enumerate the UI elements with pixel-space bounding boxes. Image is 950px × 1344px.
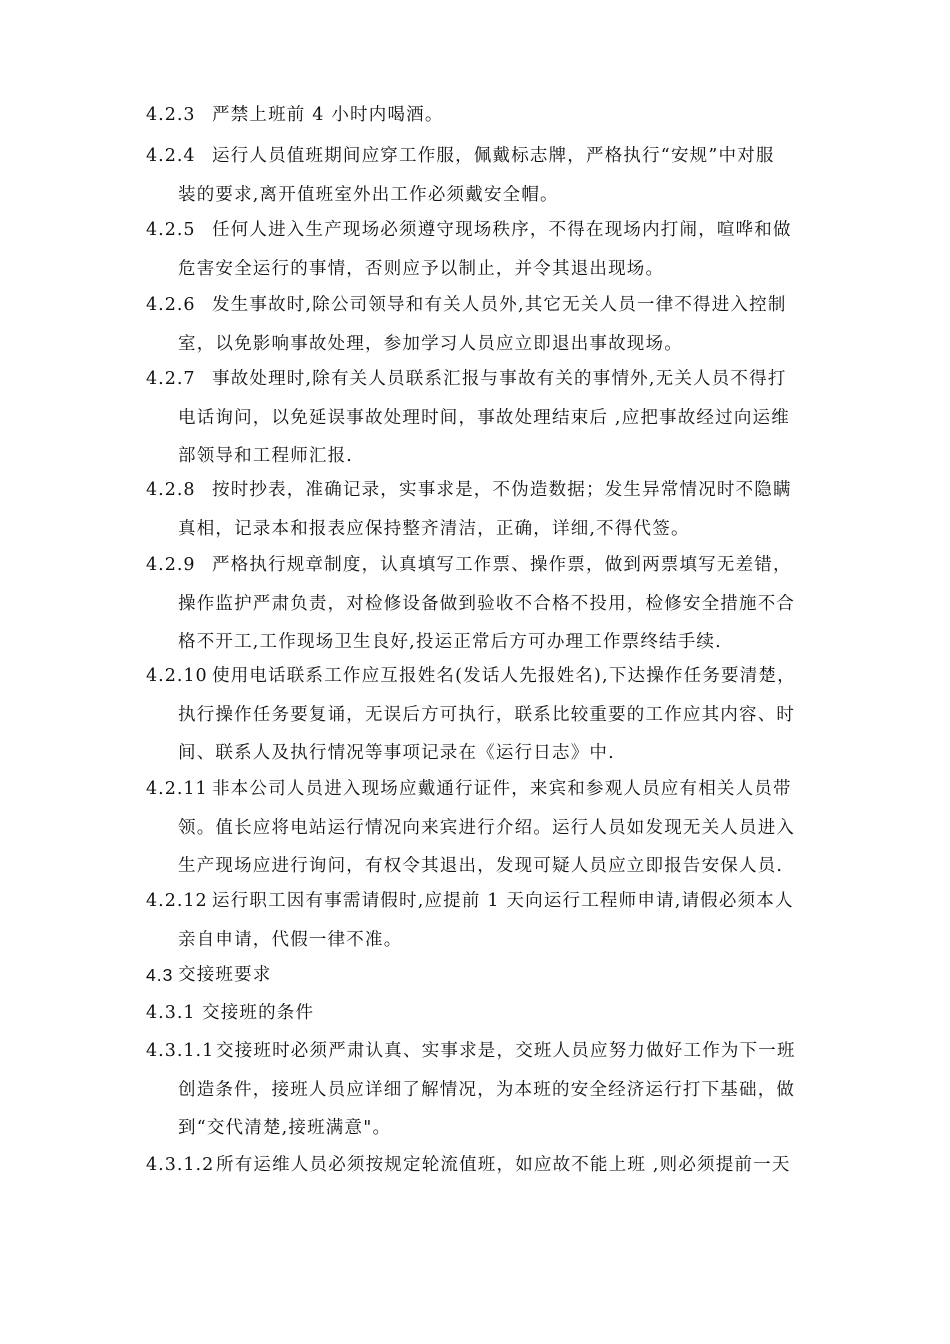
clause-text-line: 操作监护严肃负责，对检修设备做到验收不合格不投用，检修安全措施不合	[178, 593, 796, 614]
clause-text-line: 真相，记录本和报表应保持整齐清洁，正确，详细,不得代签。	[178, 518, 690, 539]
clause-text-line: 运行人员值班期间应穿工作服，佩戴标志牌，严格执行“安规”中对服	[212, 146, 775, 166]
clause-text-line: 运行职工因有事需请假时,应提前 1 天向运行工程师申请,请假必须本人	[212, 891, 794, 911]
clause-text-line: 交接班时必须严肃认真、实事求是，交班人员应努力做好工作为下一班	[216, 1041, 796, 1061]
clause-text-line: 使用电话联系工作应互报姓名(发话人先报姓名),下达操作任务要清楚，	[212, 666, 796, 686]
clause-text-line: 间、联系人及执行情况等事项记录在《运行日志》中.	[178, 743, 615, 763]
section-title: 交接班要求	[178, 965, 272, 985]
clause-text-line: 格不开工,工作现场卫生良好,投运正常后方可办理工作票终结手续.	[178, 632, 722, 652]
clause-number: 4.2.4	[146, 146, 196, 166]
clause-number: 4.2.7	[146, 369, 196, 389]
clause-text-line: 事故处理时,除有关人员联系汇报与事故有关的事情外,无关人员不得打	[212, 369, 787, 389]
clause-number: 4.2.11	[146, 779, 208, 799]
clause-text-line: 领。值长应将电站运行情况向来宾进行介绍。运行人员如发现无关人员进入	[178, 817, 796, 838]
clause-number: 4.3.1.2	[146, 1155, 215, 1175]
clause-text-line: 亲自申请，代假一律不准。	[178, 929, 403, 950]
section-title: 交接班的条件	[202, 1003, 315, 1023]
clause-number: 4.3.1.1	[146, 1041, 215, 1061]
clause-text-line: 室，以免影响事故处理，参加学习人员应立即退出事故现场。	[178, 333, 683, 354]
clause-text-line: 到“交代清楚,接班满意"。	[178, 1118, 392, 1138]
section-number: 4.3	[146, 965, 174, 985]
clause-text-line: 非本公司人员进入现场应戴通行证件，来宾和参观人员应有相关人员带	[212, 779, 792, 799]
clause-text-line: 所有运维人员必须按规定轮流值班，如应故不能上班 ,则必须提前一天	[216, 1155, 791, 1175]
clause-text-line: 严格执行规章制度，认真填写工作票、操作票，做到两票填写无差错，	[212, 555, 792, 575]
clause-text-line: 发生事故时,除公司领导和有关人员外,其它无关人员一律不得进入控制	[212, 295, 787, 315]
clause-text-line: 按时抄表，准确记录，实事求是，不伪造数据；发生异常情况时不隐瞒	[212, 480, 792, 500]
clause-number: 4.2.9	[146, 555, 196, 575]
clause-number: 4.2.12	[146, 891, 208, 911]
clause-text-line: 执行操作任务要复诵，无误后方可执行，联系比较重要的工作应其内容、时	[178, 704, 796, 725]
clause-number: 4.2.8	[146, 480, 196, 500]
clause-text-line: 电话询问，以免延误事故处理时间，事故处理结束后 ,应把事故经过向运维	[178, 407, 790, 428]
clause-number: 4.2.6	[146, 295, 196, 315]
clause-text-line: 生产现场应进行询问，有权令其退出，发现可疑人员应立即报告安保人员.	[178, 856, 784, 876]
clause-text-line: 任何人进入生产现场必须遵守现场秩序，不得在现场内打闹，喧哗和做	[212, 220, 792, 240]
clause-number: 4.2.5	[146, 220, 196, 240]
clause-text-line: 创造条件，接班人员应详细了解情况，为本班的安全经济运行打下基础，做	[178, 1079, 796, 1100]
clause-text-line: 部领导和工程师汇报.	[178, 446, 354, 466]
clause-number: 4.2.10	[146, 666, 208, 686]
clause-number: 4.2.3	[146, 105, 196, 125]
section-number: 4.3.1	[146, 1003, 196, 1023]
clause-text-line: 危害安全运行的事情，否则应予以制止，并令其退出现场。	[178, 258, 665, 279]
clause-text-line: 严禁上班前 4 小时内喝酒。	[212, 105, 444, 125]
clause-text-line: 装的要求,离开值班室外出工作必须戴安全帽。	[178, 184, 559, 205]
